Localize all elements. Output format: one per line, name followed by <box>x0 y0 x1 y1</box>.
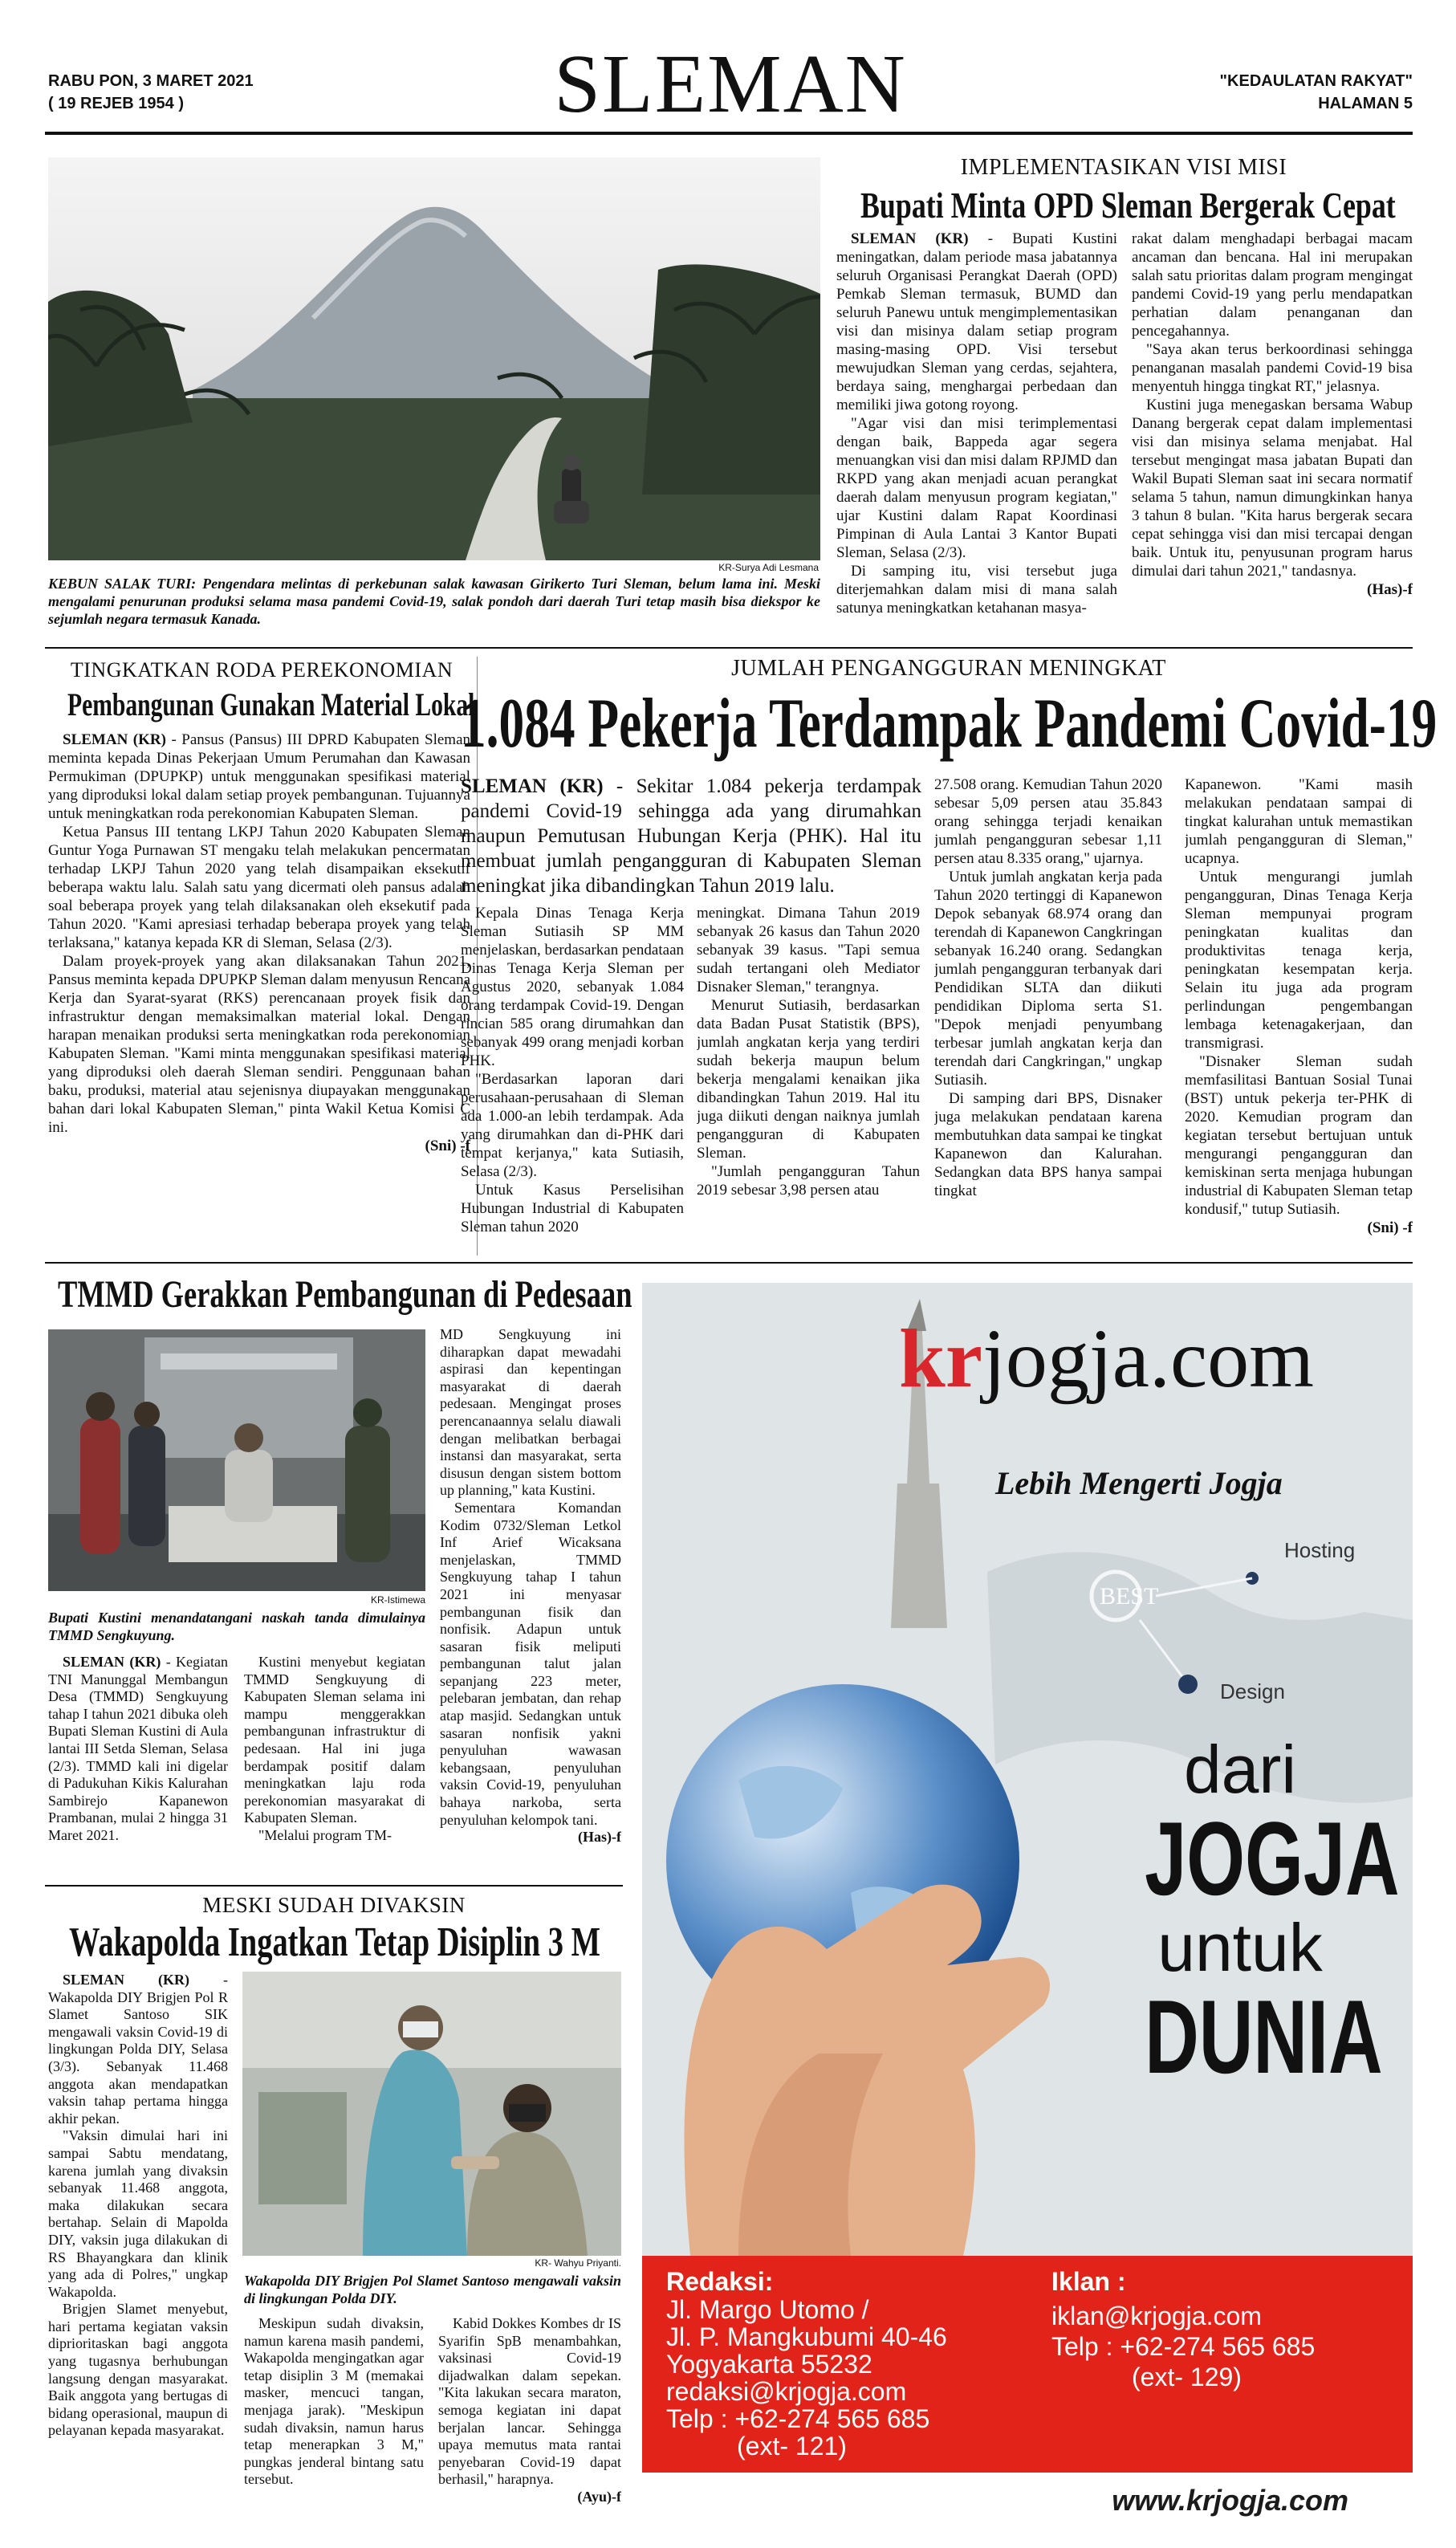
story3-text-7: 27.508 orang. Kemudian Tahun 2020 sebesar 5,09 persen atau 35.843 orang sehingga terjadi kenaikan jumlah pengangguran sebesar 1,11 persen atau 8.335 orang," ujarnya. <box>934 776 1162 867</box>
ad-brand <box>899 1315 1314 1403</box>
story3-text-2: "Berdasarkan laporan dari perusahaan-perusahaan di Sleman ada 1.000-an lebih terdampak. Ada yang dirumahkan dan di-PHK dari tempat kerjanya," kata Sutiasih, Selasa (2/3). <box>461 1071 684 1180</box>
story3-text-5: Menurut Sutiasih, berdasarkan data Badan Pusat Statistik (BPS), jumlah angkatan kerja yang terdiri sudah bekerja maupun belum bekerja mengalami kenaikan jika dibandingkan Tahun 2019. Hal itu juga diikuti dengan naiknya jumlah pengangguran di Kabupaten Sleman. <box>697 997 920 1162</box>
plantation-illustration <box>48 157 820 560</box>
story4-photo-credit: KR-Istimewa <box>370 1594 425 1606</box>
tmmd-signing-photo <box>48 1329 425 1591</box>
section-divider-2 <box>45 1262 1413 1264</box>
story5-kicker: MESKI SUDAH DIVAKSIN <box>202 1893 466 1917</box>
ad-slogan-3: untuk <box>1157 1910 1323 1985</box>
story1-text-2: "Agar visi dan misi terimplementasi dengan baik, Bappeda agar segera menuangkan visi dan misi dalam RPJMD dan RKPD yang akan menjadi acuan perangkat daerah dalam menyusun program kegiatan," ujar Kustini dalam Rapat Koordinasi Pimpinan di Aula Lantai 3 Kantor Bupati Sleman, Selasa (2/3). <box>836 415 1117 561</box>
story3-text-3: Untuk Kasus Perselisihan Hubungan Industrial di Kabupaten Sleman tahun 2020 <box>461 1182 684 1235</box>
redaksi-ext: (ext- 121) <box>737 2432 847 2460</box>
story5-text-3: Brigjen Slamet menyebut, hari pertama kegiatan vaksin diprioritaskan bagi anggota yang tugasnya berhubungan langsung dengan masyarakat. Baik anggota yang bertugas di bidang operasional, maupun di pelayanan kepada masyarakat. <box>48 2301 228 2439</box>
story3-signature: (Sni) -f <box>1367 1219 1413 1236</box>
ad-slogan <box>1108 1732 1400 2095</box>
story2-dateline: SLEMAN (KR) <box>63 731 166 748</box>
story5-headline: Wakapolda Ingatkan Tetap Disiplin 3 M <box>69 1919 600 1965</box>
story4-text-1: - Kegiatan TNI Manunggal Membangun Desa (TMMD) Sengkuyung tahap I tahun 2021 dibuka oleh Bupati Sleman Kustini di Aula lantai III Setda Sleman, Selasa (2/3). TMMD kali ini digelar di Padukuhan Kikis Kalurahan Sambirejo Kapanewon Prambanan, mulai 2 hingga 31 Maret 2021. <box>48 1654 228 1843</box>
story3-column-3 <box>934 775 1162 1256</box>
iklan-phone: Telp : +62-274 565 685 <box>1051 2332 1316 2361</box>
story3-text-9: Di samping dari BPS, Disnaker juga melakukan pendataan karena membutuhkan data sampai ke tingkat Kapanewon dan Kalurahan. Sedangkan data BPS hanya sampai tingkat <box>934 1090 1162 1199</box>
story3-intro-text: - Sekitar 1.084 pekerja terdampak pandemi Covid-19 sehingga ada yang dirumahkan maupun Pemutusan Hubungan Kerja (PHK). Hal itu membuat jumlah pengangguran di Kabupaten Sleman meningkat jika dibandingkan Tahun 2019 lalu. <box>461 775 921 897</box>
iklan-email: iklan@krjogja.com <box>1051 2302 1262 2330</box>
story1-signature: (Has)-f <box>1367 581 1413 598</box>
story4-caption: Bupati Kustini menandatangani naskah tanda dimulainya TMMD Sengkuyung. <box>48 1610 425 1643</box>
story1-text-1: - Bupati Kustini meningatkan, dalam periode masa jabatannya seluruh Organisasi Perangkat Daerah (OPD) Pemkab Sleman termasuk, BUMD dan seluruh Panewu untuk mengimplementasikan visi dan misinya dalam setiap program masing-masing OPD. Visi tersebut mewujudkan Sleman yang cerdas, sejahtera, berdaya saing, menghargai perbedaan dan memiliki jiwa gotong royong. <box>836 230 1117 413</box>
story1-text-5: "Saya akan terus berkoordinasi sehingga penanganan masalah pandemi Covid-19 bisa menyentuh hingga tingkat RT," jelasnya. <box>1132 341 1413 395</box>
ad-brand-rest: jogja.com <box>982 1313 1315 1405</box>
story4-dateline: SLEMAN (KR) <box>63 1654 161 1670</box>
ad-website[interactable]: www.krjogja.com <box>642 2473 1413 2529</box>
publisher-name: "KEDAULATAN RAKYAT" <box>1219 72 1413 90</box>
story3-intro <box>461 774 921 901</box>
story5-caption: Wakapolda DIY Brigjen Pol Slamet Santoso mengawali vaksin di lingkungan Polda DIY. <box>244 2273 621 2306</box>
story5-column-1 <box>48 1972 228 2534</box>
ad-tagline: Lebih Mengerti Jogja <box>995 1465 1283 1501</box>
story2-headline: Pembangunan Gunakan Material Lokal <box>67 686 475 722</box>
story3-text-4: meningkat. Dimana Tahun 2019 sebanyak 26 kasus dan Tahun 2020 sebanyak 39 kasus. "Tapi semua sudah tertangani oleh Mediator Disnaker Sleman," terangnya. <box>697 905 920 995</box>
story2-text-3: Dalam proyek-proyek yang akan dilaksanakan Tahun 2021, Pansus meminta kepada DPUPKP Sleman dalam menyusun Rencana Kerja dan Syarat-syarat (RKS) perencanaan proyek fisik dan infrastruktur dengan memaksimalkan material lokal. Dengan harapan menaikan produksi serta meningkatkan roda perekonomian Kabupaten Sleman. "Kami minta menggunakan spesifikasi material yang diproduksi oleh daerah Sleman sendiri. Penggunaan bahan baku, produksi, material atau sejenisnya diupayakan menggunakan bahan dari lokal Kabupaten Sleman," pinta Wakil Ketua Komisi C ini. <box>48 953 470 1136</box>
story1-column-1 <box>836 230 1117 641</box>
ad-tag-design: Design <box>1220 1679 1285 1703</box>
redaksi-line-2: Jl. P. Mangkubumi 40-46 <box>666 2322 947 2351</box>
story1-column-2 <box>1132 230 1413 641</box>
story1-text-4: rakat dalam menghadapi berbagai macam ancaman dan bencana. Hal ini merupakan salah satu prioritas dalam program mengingat pandemi Covid-19 yang perlu mendapatkan perhatian dalam penanganan dan pencegahannya. <box>1132 230 1413 340</box>
story3-kicker: JUMLAH PENGANGGURAN MENINGKAT <box>731 656 1166 681</box>
ad-slogan-1: dari <box>1183 1732 1297 1807</box>
story1-dateline: SLEMAN (KR) <box>851 230 969 247</box>
iklan-title: Iklan : <box>1051 2267 1126 2296</box>
story4-column-1 <box>48 1654 228 1880</box>
story2-body <box>48 731 470 1254</box>
story2-text-2: Ketua Pansus III tentang LKPJ Tahun 2020 Kabupaten Sleman Guntur Yoga Purnawan ST mengaku telah melakukan pencermatan terhadap LKPJ Tahun 2020 yang telah disampaikan eksekutif beberapa waktu lalu. Salah satu yang dicermati oleh pansus adalah soal beberapa proyek yang telah dilaksanakan oleh eksekutif pada Tahun 2020. "Kami apresiasi terhadap beberapa proyek yang telah terlaksana," katanya kepada KR di Sleman, Selasa (2/3). <box>48 824 470 951</box>
ad-tag-best: BEST <box>1100 1583 1159 1610</box>
story4-text-2: Kustini menyebut kegiatan TMMD Sengkuyung di Kabupaten Sleman selama ini mampu menggerakkan pembangunan infrastruktur di pedesaan. Hal ini juga berdampak positif dalam meningkatkan laju roda perekonomian masyarakat di Kabupaten Sleman. <box>244 1654 425 1826</box>
story5-photo-credit: KR- Wahyu Priyanti. <box>535 2257 621 2269</box>
story3-column-2 <box>697 904 920 1256</box>
story3-text-10: Kapanewon. "Kami masih melakukan pendataan sampai di tingkat kalurahan untuk memastikan jumlah pengangguran di Sleman," ucapnya. <box>1185 776 1413 867</box>
story5-text-2: "Vaksin dimulai hari ini sampai Sabtu mendatang, karena jumlah yang divaksin sebanyak 11.468 anggota, maka dilakukan secara bertahap. Selain di Mapolda DIY, vaksin juga dilakukan di RS Bhayangkara dan klinik yang ada di Polres," ungkap Wakapolda. <box>48 2127 228 2300</box>
story3-headline: 1.084 Pekerja Terdampak Pandemi Covid-19 <box>461 685 1438 763</box>
section-divider <box>45 647 1413 649</box>
redaksi-line-3: Yogyakarta 55232 <box>666 2350 872 2379</box>
story4-column-2 <box>244 1654 425 1880</box>
krjogja-advertisement <box>642 1283 1413 2529</box>
story3-text-11: Untuk mengurangi jumlah pengangguran, Dinas Tenaga Kerja Sleman mempunyai program peningkatan kualitas dan produktivitas tenaga kerja, peningkatan kesempatan kerja. Selain itu juga ada program perlindungan pengembangan lembaga ketenagakerjaan, dan transmigrasi. <box>1185 869 1413 1052</box>
hijri-date: ( 19 REJEB 1954 ) <box>48 95 184 112</box>
story2-signature: (Sni) -f <box>425 1138 470 1154</box>
vaccination-illustration <box>242 1972 621 2256</box>
story4-text-3: "Melalui program TM- <box>258 1826 392 1843</box>
story3-dateline: SLEMAN (KR) <box>461 775 604 797</box>
redaksi-email: redaksi@krjogja.com <box>666 2377 907 2406</box>
signing-illustration <box>48 1329 425 1591</box>
vaccination-photo <box>242 1972 621 2256</box>
story5-dateline: SLEMAN (KR) <box>63 1972 189 1988</box>
ad-contact-panel <box>642 2256 1413 2473</box>
ad-slogan-2: JOGJA <box>1145 1800 1400 1917</box>
ad-slogan-4: DUNIA <box>1145 1978 1383 2095</box>
story3-text-8: Untuk jumlah angkatan kerja pada Tahun 2020 tertinggi di Kapanewon Depok sebanyak 68.974 orang dan terendah di Kapanewon Cangkringan sebanyak 16.240 orang. Sedangkan jumlah pengangguran terbanyak dari Pendidikan SLTA dan diikuti pendidikan Diploma serta S1. "Depok menjadi penyumbang terbesar jumlah angkatan kerja dan terendah dari Cangkringan," ungkap Sutiasih. <box>934 869 1162 1089</box>
redaksi-phone: Telp : +62-274 565 685 <box>666 2404 930 2433</box>
story2-kicker: TINGKATKAN RODA PEREKONOMIAN <box>70 658 453 682</box>
story5-text-4: Meskipun sudah divaksin, namun karena masih pandemi, Wakapolda mengingatkan agar tetap disiplin 3 M (memakai masker, mencuci tangan, menjaga jarak). "Meskipun sudah divaksin, namun harus tetap menerapkan 3 M," pungkas jenderal bintang satu tersebut. <box>244 2315 424 2488</box>
iklan-details <box>1051 2301 1315 2392</box>
story3-column-1 <box>461 904 684 1256</box>
story2-text-1: - Pansus (Pansus) III DPRD Kabupaten Sleman meminta kepada Dinas Pekerjaan Umum Perumahan dan Kawasan Permukiman (DPUPKP) untuk menggunakan spesifikasi material yang diproduksi lokal dalam setiap proyek pembangunan. Tujuannya untuk meningkatkan roda perekonomian Kabupaten Sleman. <box>48 731 470 822</box>
header-rule <box>45 132 1413 135</box>
ad-brand-kr: kr <box>899 1313 982 1405</box>
redaksi-title: Redaksi: <box>666 2267 774 2296</box>
iklan-ext: (ext- 129) <box>1132 2363 1242 2391</box>
section-title: SLEMAN <box>554 38 907 130</box>
story5-text-1: - Wakapolda DIY Brigjen Pol R Slamet Santoso SIK mengawali vaksin Covid-19 di lingkungan Polda DIY, Selasa (3/3). Sebanyak 11.468 anggota akan mendapatkan vaksin tahap pertama hingga akhir pekan. <box>48 1972 228 2127</box>
redaksi-details <box>666 2296 947 2460</box>
photo-caption: KEBUN SALAK TURI: Pengendara melintas di perkebunan salak kawasan Girikerto Turi Sleman, belum lama ini. Meski mengalami penurunan produksi selama masa pandemi Covid-19, salak pondoh dari daerah Turi tetap masih bisa diekspor ke sejumlah negara termasuk Kanada. <box>48 576 820 627</box>
story5-text-5: Kabid Dokkes Kombes dr IS Syarifin SpB menambahkan, vaksinasi Covid-19 dijadwalkan dalam sepekan. "Kita lakukan secara maraton, semoga kegiatan ini dapat berjalan lancar. Sehingga upaya memutus mata rantai penyebaran Covid-19 dapat berhasil," harapnya. <box>438 2315 621 2488</box>
story4-column-3 <box>440 1326 621 1880</box>
redaksi-line-1: Jl. Margo Utomo / <box>666 2295 869 2324</box>
story4-text-5: Sementara Komandan Kodim 0732/Sleman Letkol Inf Arief Wicaksana menjelaskan, TMMD Sengkuyung tahap I tahun 2021 ini menyasar pembangunan fisik dan nonfisik. Adapun untuk sasaran fisik meliputi pembangunan talut jalan sepanjang 223 meter, pelebaran jembatan, dan rehap atap masjid. Sedangkan untuk sasaran nonfisik yakni penyuluhan wawasan kebangsaan, penyuluhan vaksin Covid-19, penyuluhan bahaya narkoba, serta penyuluhan kelompok tani. <box>440 1499 621 1828</box>
story4-text-4: MD Sengkuyung ini diharapkan dapat mewadahi aspirasi dan kepentingan masyarakat di daerah pedesaan. Mengingat proses perencanaannya selalu diawali dengan melibatkan berbagai instansi dan masyarakat, serta disusun dengan sistem bottom up planning," kata Kustini. <box>440 1326 621 1499</box>
story5-column-3 <box>438 2315 621 2534</box>
story5-column-2 <box>244 2315 424 2534</box>
ad-tag-hosting: Hosting <box>1284 1538 1356 1562</box>
story3-column-4 <box>1185 775 1413 1256</box>
issue-date: RABU PON, 3 MARET 2021 <box>48 72 254 90</box>
story4-signature: (Has)-f <box>578 1829 621 1846</box>
salak-plantation-photo <box>48 157 820 560</box>
story4-headline: TMMD Gerakkan Pembangunan di Pedesaan <box>58 1273 632 1316</box>
photo-credit: KR-Surya Adi Lesmana <box>718 562 819 573</box>
story1-headline: Bupati Minta OPD Sleman Bergerak Cepat <box>860 185 1396 226</box>
story5-signature: (Ayu)-f <box>577 2488 621 2505</box>
story1-text-3: Di samping itu, visi tersebut juga diterjemahkan dalam misi di mana salah satunya meningkatkan ketahanan masya- <box>836 563 1117 617</box>
story1-text-6: Kustini juga menegaskan bersama Wabup Danang bergerak cepat dalam implementasi visi dan misinya selama menjabat. Hal tersebut mengingat masa jabatan Bupati dan Wakil Bupati Sleman saat ini secara normatif selama 5 tahun, namun dimungkinkan hanya 3 tahun 8 bulan. "Kita harus bergerak secara cepat sehingga visi dan misi tercapai dengan baik. Untuk itu, penyusunan program harus dimulai dari tahun 2021," tandasnya. <box>1132 397 1413 580</box>
story1-kicker: IMPLEMENTASIKAN VISI MISI <box>960 155 1287 180</box>
story3-text-12: "Disnaker Sleman sudah memfasilitasi Bantuan Sosial Tunai (BST) untuk pekerja ter-PHK di 2020. Kemudian program dan kegiatan tersebut bertujuan untuk mengurangi pengangguran dan kemiskinan serta menjaga hubungan industrial di Kabupaten Sleman tetap kondusif," tutup Sutiasih. <box>1185 1053 1413 1218</box>
section-divider-3 <box>45 1885 623 1887</box>
story3-text-1: Kepala Dinas Tenaga Kerja Sleman Sutiasih SP MM menjelaskan, berdasarkan pendataan Dinas Tenaga Kerja Sleman per Agustus 2020, sebanyak 1.084 orang terdampak Covid-19. Dengan rincian 585 orang dirumahkan dan sebanyak 499 orang menjadi korban PHK. <box>461 905 684 1069</box>
page-number: HALAMAN 5 <box>1318 95 1413 112</box>
story3-text-6: "Jumlah pengangguran Tahun 2019 sebesar 3,98 persen atau <box>697 1163 920 1199</box>
